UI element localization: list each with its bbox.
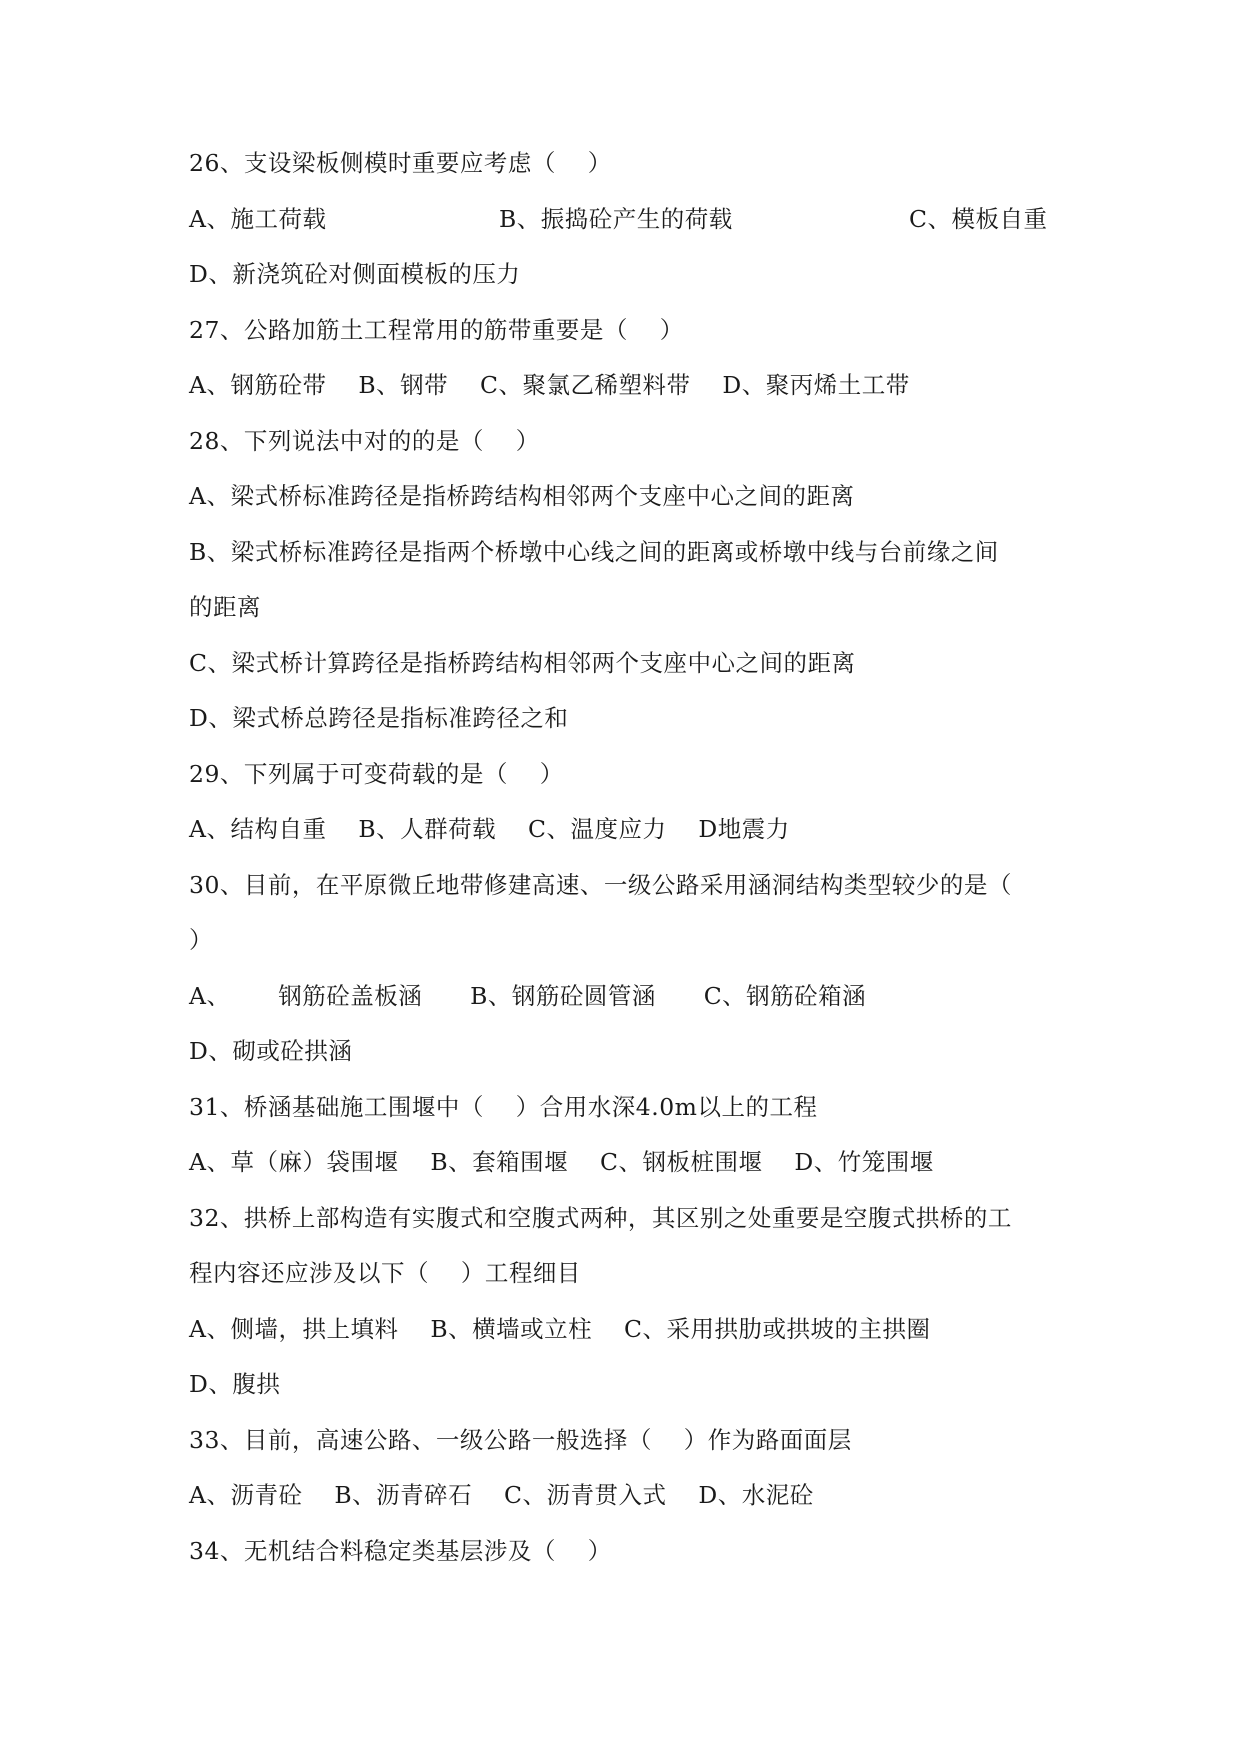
q30-stem-line2: ） — [189, 926, 213, 954]
q30-option-d: D、砌或砼拱涵 — [189, 1037, 353, 1065]
q32-option-d: D、腹拱 — [189, 1370, 281, 1398]
q28-stem: 28、下列说法中对的的是（ ） — [189, 426, 540, 455]
q28-option-a: A、梁式桥标准跨径是指桥跨结构相邻两个支座中心之间的距离 — [189, 482, 855, 510]
q32-stem-line2: 程内容还应涉及以下（ ）工程细目 — [189, 1259, 581, 1287]
q29-stem: 29、下列属于可变荷载的是（ ） — [189, 759, 564, 788]
q31-options: A、草（麻）袋围堰 B、套箱围堰 C、钢板桩围堰 D、竹笼围堰 — [189, 1148, 934, 1176]
q27-options: A、钢筋砼带 B、钢带 C、聚氯乙稀塑料带 D、聚丙烯土工带 — [189, 371, 910, 399]
q28-option-b-line2: 的距离 — [189, 593, 261, 621]
q33-options: A、沥青砼 B、沥青碎石 C、沥青贯入式 D、水泥砼 — [189, 1481, 814, 1509]
q28-option-c: C、梁式桥计算跨径是指桥跨结构相邻两个支座中心之间的距离 — [189, 648, 856, 677]
q31-stem: 31、桥涵基础施工围堰中（ ）合用水深4.0m以上的工程 — [189, 1092, 818, 1121]
question-list — [189, 143, 1069, 1586]
q27-stem: 27、公路加筋土工程常用的筋带重要是（ ） — [189, 315, 684, 344]
q29-options: A、结构自重 B、人群荷载 C、温度应力 D地震力 — [189, 815, 790, 843]
q28-option-b-line1: B、梁式桥标准跨径是指两个桥墩中心线之间的距离或桥墩中线与台前缘之间 — [189, 537, 999, 566]
q26-options-row — [189, 199, 1069, 255]
q33-stem: 33、目前，高速公路、一级公路一般选择（ ）作为路面面层 — [189, 1425, 852, 1454]
q26-option-d: D、新浇筑砼对侧面模板的压力 — [189, 260, 521, 288]
q34-stem: 34、无机结合料稳定类基层涉及（ ） — [189, 1536, 612, 1565]
q26-option-b: B、振捣砼产生的荷载 — [499, 204, 733, 233]
q30-stem-line1: 30、目前，在平原微丘地带修建高速、一级公路采用涵洞结构类型较少的是（ — [189, 870, 1012, 899]
q26-option-a: A、施工荷载 — [189, 204, 327, 233]
q28-option-d: D、梁式桥总跨径是指标准跨径之和 — [189, 704, 569, 732]
q32-options: A、侧墙，拱上填料 B、横墙或立柱 C、采用拱肋或拱坡的主拱圈 — [189, 1314, 931, 1343]
q32-stem-line1: 32、拱桥上部构造有实腹式和空腹式两种，其区别之处重要是空腹式拱桥的工 — [189, 1203, 1012, 1232]
q26-stem: 26、支设梁板侧模时重要应考虑（ ） — [189, 149, 612, 177]
q30-options: A、 钢筋砼盖板涵 B、钢筋砼圆管涵 C、钢筋砼箱涵 — [189, 981, 867, 1010]
q26-option-c: C、模板自重 — [909, 204, 1048, 233]
